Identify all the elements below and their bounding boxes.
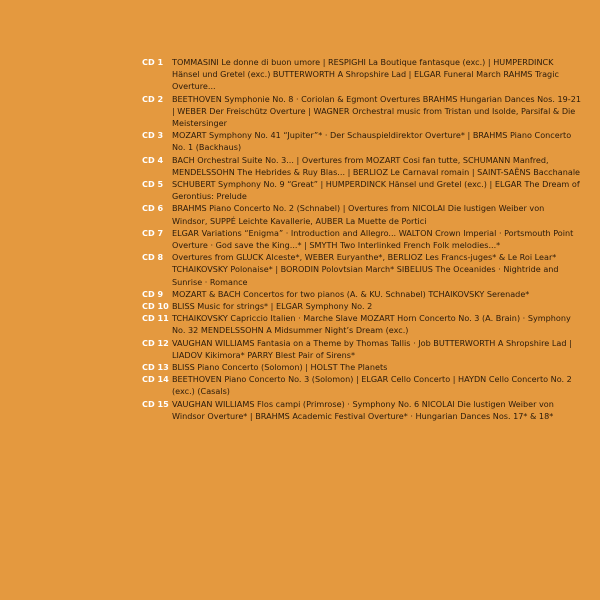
- cd-contents: BEETHOVEN Piano Concerto No. 3 (Solomon) | ELGAR Cello Concerto | HAYDN Cello Concerto No. 2 (exc.) (Casals): [172, 374, 572, 397]
- cd-entry: [142, 398, 582, 422]
- cd-entry: [142, 300, 582, 312]
- cd-number: CD 6: [142, 203, 164, 214]
- cd-number: CD 13: [142, 362, 169, 373]
- cd-contents: VAUGHAN WILLIAMS Fantasia on a Theme by Thomas Tallis · Job BUTTERWORTH A Shropshire Lad | LIADOV Kikimora* PARRY Blest Pair of Sirens*: [172, 337, 572, 360]
- cd-contents: BACH Orchestral Suite No. 3... | Overtures from MOZART Cosi fan tutte, SCHUMANN Manfred, MENDELSSOHN The Hebrides & Ruy Blas... | BERLIOZ Le Carnaval romain | SAINT-SAËNS Bacchanale: [172, 154, 581, 177]
- cd-number: CD 7: [142, 227, 164, 238]
- cd-number: CD 2: [142, 93, 164, 104]
- cd-contents: TCHAIKOVSKY Capriccio Italien · Marche Slave MOZART Horn Concerto No. 3 (A. Brain) · Symphony No. 32 MENDELSSOHN A Midsummer Night’s Dream (exc.): [172, 313, 571, 336]
- cd-contents: BLISS Music for strings* | ELGAR Symphony No. 2: [172, 301, 373, 312]
- cd-contents: BLISS Piano Concerto (Solomon) | HOLST The Planets: [172, 362, 388, 373]
- cd-entry: [142, 337, 582, 361]
- cd-number: CD 8: [142, 252, 164, 263]
- cd-entry: [142, 154, 582, 178]
- cd-entry: [142, 129, 582, 153]
- cd-number: CD 5: [142, 179, 164, 190]
- cd-entry: [142, 251, 582, 288]
- cd-entry: [142, 227, 582, 251]
- cd-contents: ELGAR Variations “Enigma” · Introduction and Allegro... WALTON Crown Imperial · Portsmouth Point Overture · God save the King...* | SMYTH Two Interlinked French Folk melodies...*: [172, 227, 574, 251]
- cd-number: CD 4: [142, 154, 164, 165]
- cd-entry: [142, 288, 582, 300]
- cd-contents: SCHUBERT Symphony No. 9 “Great” | HUMPERDINCK Hänsel und Gretel (exc.) | ELGAR The Dream of Gerontius: Prelude: [172, 179, 580, 202]
- cd-contents: VAUGHAN WILLIAMS Flos campi (Primrose) · Symphony No. 6 NICOLAI Die lustigen Weiber von Windsor Overture* | BRAHMS Academic Festival Overture* · Hungarian Dances Nos. 17* & 18*: [172, 398, 554, 421]
- cd-number: CD 10: [142, 301, 169, 312]
- cd-entry: [142, 93, 582, 130]
- cd-contents: TOMMASINI Le donne di buon umore | RESPIGHI La Boutique fantasque (exc.) | HUMPERDINCK Hänsel und Gretel (exc.) BUTTERWORTH A Shropshire Lad | ELGAR Funeral March RAHMS Tragic Overture...: [172, 57, 559, 92]
- cd-number: CD 1: [142, 57, 164, 67]
- cd-entry: [142, 56, 582, 93]
- cd-list: [142, 56, 582, 422]
- cd-entry: [142, 202, 582, 226]
- cd-number: CD 15: [142, 398, 169, 409]
- cd-number: CD 11: [142, 313, 169, 324]
- cd-number: CD 9: [142, 288, 164, 299]
- cd-contents: MOZART Symphony No. 41 “Jupiter”* · Der Schauspieldirektor Overture* | BRAHMS Piano Concerto No. 1 (Backhaus): [172, 130, 572, 153]
- cd-number: CD 3: [142, 130, 164, 141]
- cd-contents: BEETHOVEN Symphonie No. 8 · Coriolan & Egmont Overtures BRAHMS Hungarian Dances Nos. 19-21 | WEBER Der Freischütz Overture | WAGNER Orchestral music from Tristan und Isolde, Parsifal & Die Meistersinger: [172, 93, 582, 129]
- cd-number: CD 14: [142, 374, 169, 385]
- cd-entry: [142, 373, 582, 397]
- cd-contents: Overtures from GLUCK Alceste*, WEBER Euryanthe*, BERLIOZ Les Francs-juges* & Le Roi Lear* TCHAIKOVSKY Polonaise* | BORODIN Polovtsian March* SIBELIUS The Oceanides · Nightride and Sunrise · Romance: [172, 252, 559, 287]
- cd-entry: [142, 312, 582, 336]
- cd-number: CD 12: [142, 337, 169, 348]
- cd-contents: MOZART & BACH Concertos for two pianos (A. & KU. Schnabel) TCHAIKOVSKY Serenade*: [172, 288, 530, 299]
- cd-entry: [142, 178, 582, 202]
- cd-contents: BRAHMS Piano Concerto No. 2 (Schnabel) | Overtures from NICOLAI Die lustigen Weiber von Windsor, SUPPÉ Leichte Kavallerie, AUBER La Muette de Portici: [172, 203, 545, 226]
- cd-entry: [142, 361, 582, 373]
